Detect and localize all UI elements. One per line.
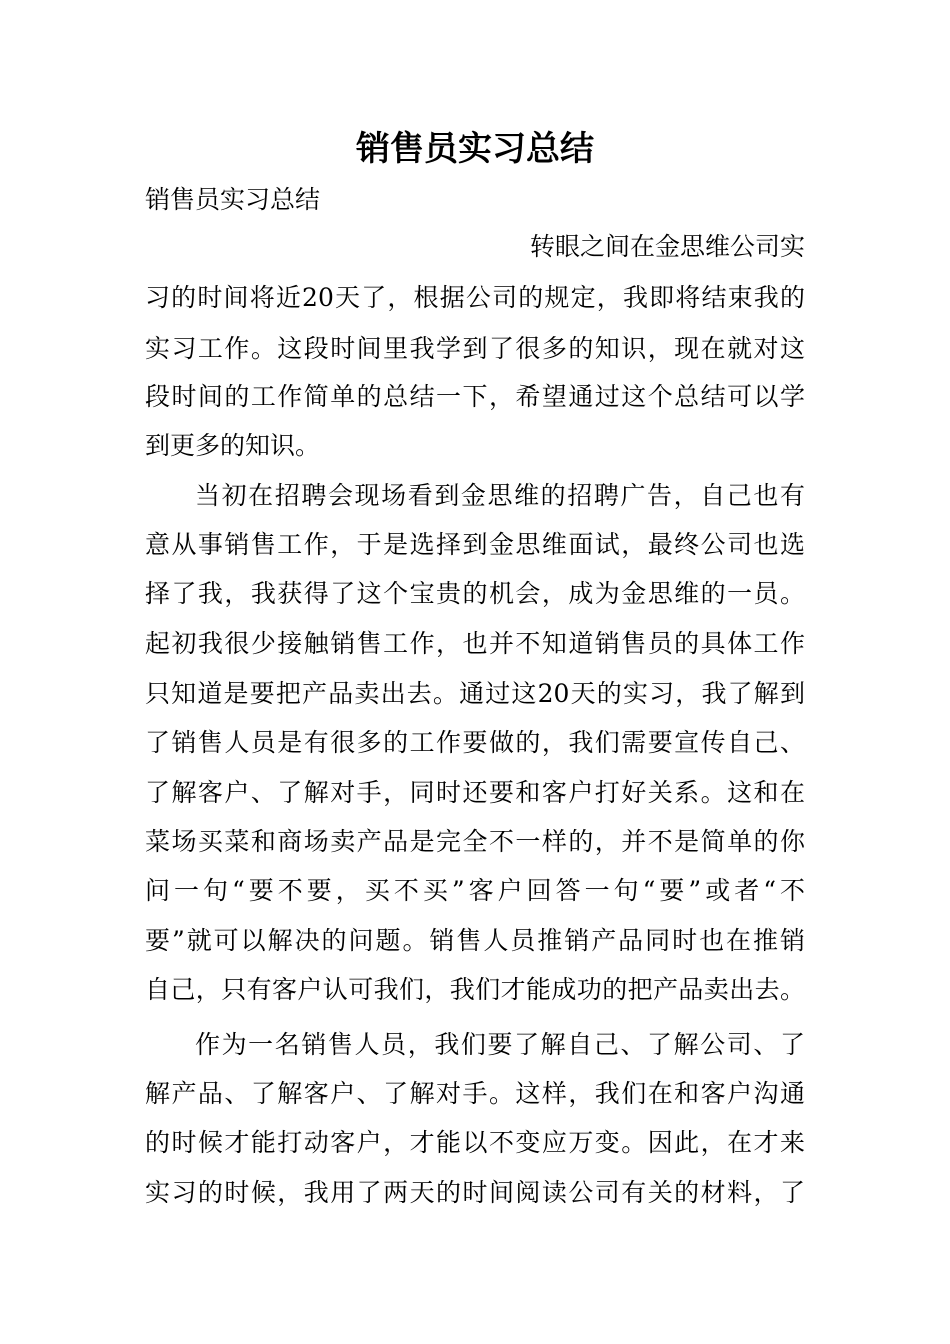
text-line: 只知道是要把产品卖出去。通过这20天的实习，我了解到 xyxy=(145,679,805,708)
text-line: 了解客户、了解对手，同时还要和客户打好关系。这和在 xyxy=(145,778,805,807)
text-line: 的时候才能打动客户，才能以不变应万变。因此，在才来 xyxy=(145,1128,805,1157)
text-line: 问一句“要不要，买不买”客户回答一句“要”或者“不 xyxy=(145,876,805,905)
document-subtitle: 销售员实习总结 xyxy=(145,185,321,214)
text-line: 解产品、了解客户、了解对手。这样，我们在和客户沟通 xyxy=(145,1079,805,1108)
text-line: 择了我，我获得了这个宝贵的机会，成为金思维的一员。 xyxy=(145,579,805,608)
text-line: 了销售人员是有很多的工作要做的，我们需要宣传自己、 xyxy=(145,728,805,757)
document-title: 销售员实习总结 xyxy=(356,129,594,169)
text-line: 到更多的知识。 xyxy=(145,431,321,460)
text-line: 起初我很少接触销售工作，也并不知道销售员的具体工作 xyxy=(145,629,805,658)
text-line: 当初在招聘会现场看到金思维的招聘广告，自己也有 xyxy=(195,481,805,510)
text-line: 实习工作。这段时间里我学到了很多的知识，现在就对这 xyxy=(145,334,805,363)
text-line: 要”就可以解决的问题。销售人员推销产品同时也在推销 xyxy=(145,926,805,955)
text-line: 转眼之间在金思维公司实 xyxy=(529,232,805,261)
text-line: 段时间的工作简单的总结一下，希望通过这个总结可以学 xyxy=(145,382,805,411)
text-line: 自己，只有客户认可我们，我们才能成功的把产品卖出去。 xyxy=(145,975,805,1004)
text-line: 习的时间将近20天了，根据公司的规定，我即将结束我的 xyxy=(145,283,805,312)
text-line: 意从事销售工作，于是选择到金思维面试，最终公司也选 xyxy=(145,530,805,559)
text-line: 实习的时候，我用了两天的时间阅读公司有关的材料，了 xyxy=(145,1178,805,1207)
text-line: 菜场买菜和商场卖产品是完全不一样的，并不是简单的你 xyxy=(145,827,805,856)
text-line: 作为一名销售人员，我们要了解自己、了解公司、了 xyxy=(195,1030,805,1059)
